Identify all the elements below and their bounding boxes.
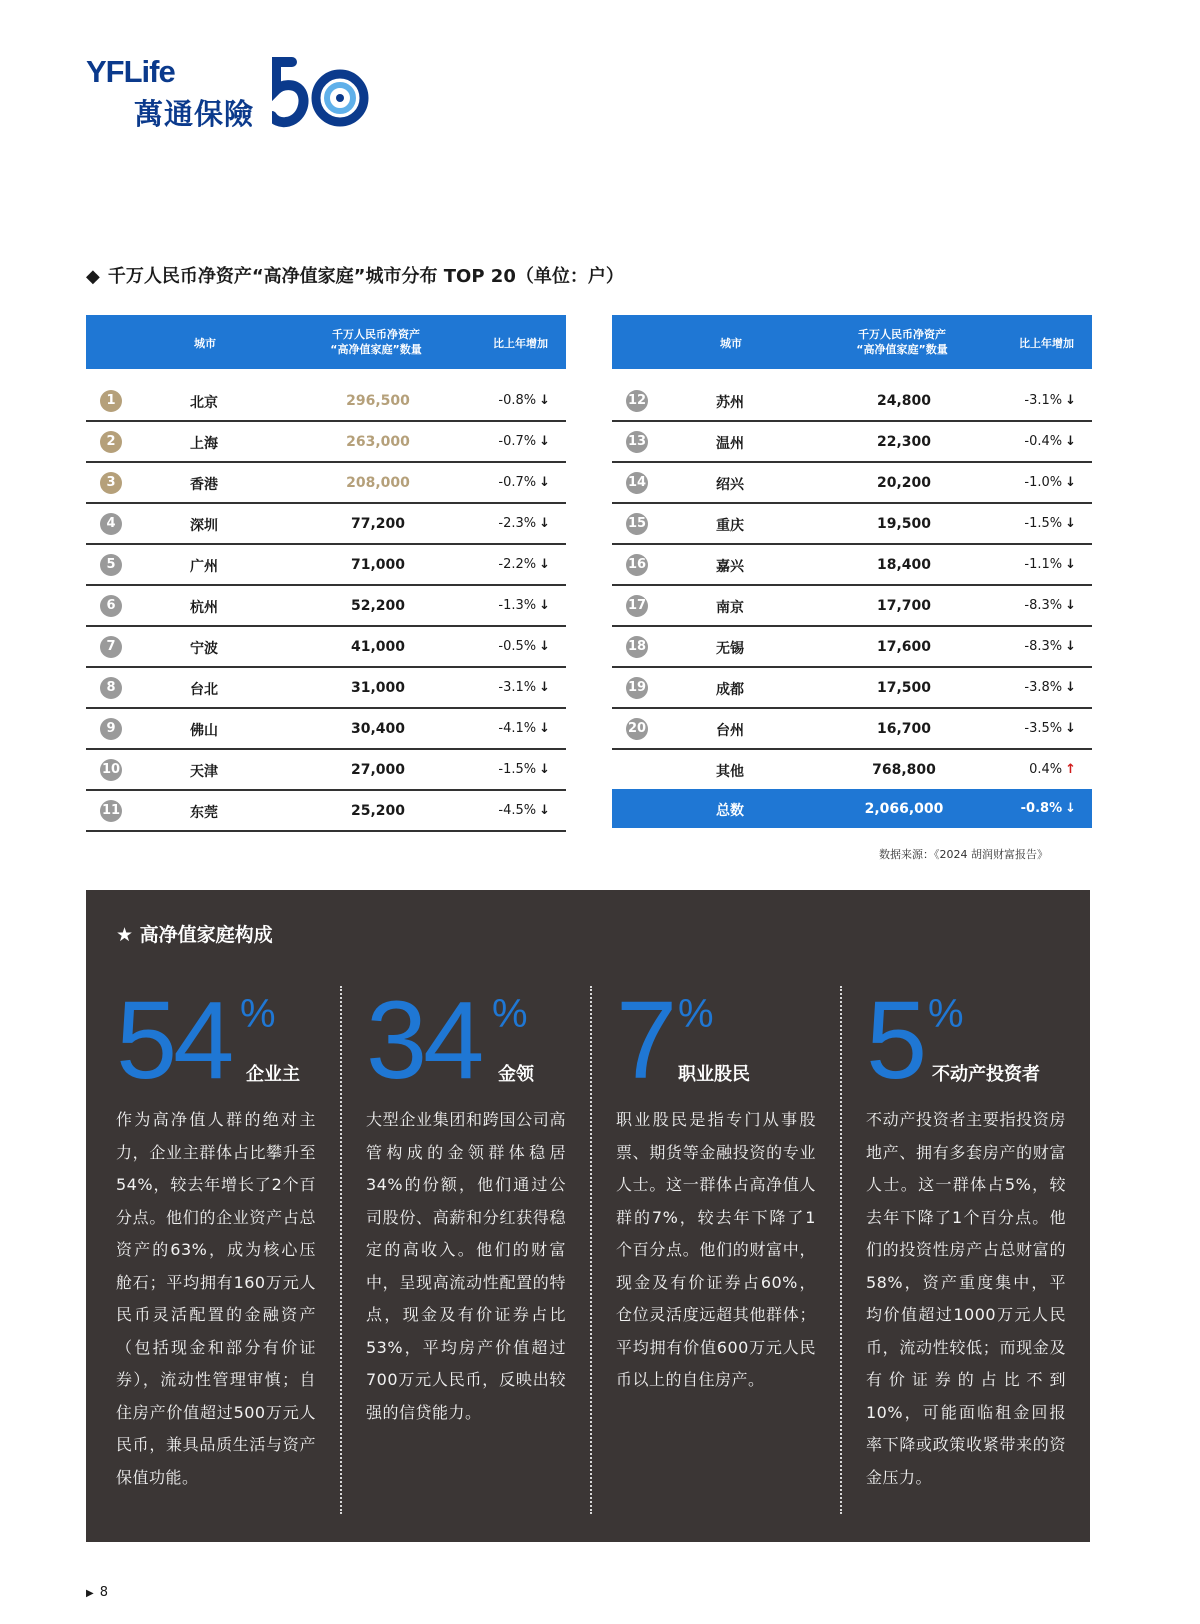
household-count: 263,000	[346, 434, 410, 450]
table-row	[612, 709, 1092, 750]
household-count: 16,700	[876, 721, 932, 737]
city-name: 上海	[190, 436, 218, 452]
header-count	[832, 327, 972, 357]
city-name: 天津	[190, 764, 218, 780]
stat-description: 不动产投资者主要指投资房地产、拥有多套房产的财富人士。这一群体占5%，较去年下降了1个百分点。他们的投资性房产占总财富的58%，资产重度集中，平均价值超过1000万元人民币，流动性较低；而现金及有价证券的占比不到10%，可能面临租金回报率下降或政策收紧带来的资金压力。	[866, 1110, 1066, 1487]
yoy-change	[1024, 680, 1076, 695]
city-name: 广州	[190, 559, 218, 575]
change-value: -0.8%	[1020, 801, 1063, 816]
rank-badge: 19	[626, 677, 648, 699]
page-number-text: 8	[99, 1585, 108, 1600]
arrow-down-icon: ↓	[1065, 475, 1076, 490]
household-count: 768,800	[872, 762, 936, 778]
header-change: 比上年增加	[493, 337, 548, 350]
header-city: 城市	[194, 337, 216, 350]
table-row	[612, 668, 1092, 709]
yoy-change	[498, 557, 550, 572]
yoy-change	[1029, 762, 1076, 777]
change-value: -8.3%	[1024, 639, 1063, 654]
yoy-change	[498, 393, 550, 408]
composition-panel	[86, 890, 1090, 1542]
household-count: 2,066,000	[864, 801, 944, 817]
table-row	[86, 791, 566, 832]
city-name: 绍兴	[716, 477, 744, 493]
city-name: 台州	[716, 723, 744, 739]
household-count: 20,200	[876, 475, 932, 491]
yoy-change	[1024, 557, 1076, 572]
city-table-left	[86, 315, 566, 832]
yoy-change	[1024, 475, 1076, 490]
city-name: 嘉兴	[716, 559, 744, 575]
table-row	[86, 422, 566, 463]
table-row	[86, 586, 566, 627]
yoy-change	[498, 803, 550, 818]
rank-badge: 18	[626, 636, 648, 658]
arrow-down-icon: ↓	[1065, 721, 1076, 736]
logo-latin: YFLife	[86, 54, 175, 89]
household-count: 77,200	[350, 516, 406, 532]
change-value: -1.5%	[1024, 516, 1063, 531]
yoy-change	[498, 762, 550, 777]
header-count-line1: 千万人民币净资产	[332, 328, 420, 341]
rank-badge: 5	[100, 554, 122, 576]
arrow-down-icon: ↓	[539, 393, 550, 408]
rank-badge: 8	[100, 677, 122, 699]
stat-label: 不动产投资者	[932, 1064, 1040, 1085]
city-name: 佛山	[190, 723, 218, 739]
change-value: -0.4%	[1024, 434, 1063, 449]
arrow-down-icon: ↓	[539, 680, 550, 695]
rank-badge: 11	[100, 800, 122, 822]
city-name: 东莞	[190, 805, 218, 821]
yoy-change	[1024, 434, 1076, 449]
yoy-change	[1024, 721, 1076, 736]
table-row	[86, 709, 566, 750]
header-count-line1: 千万人民币净资产	[858, 328, 946, 341]
yoy-change	[498, 598, 550, 613]
arrow-down-icon: ↓	[1065, 680, 1076, 695]
diamond-bullet-icon: ◆	[86, 266, 100, 287]
rank-badge: 12	[626, 390, 648, 412]
arrow-down-icon: ↓	[539, 598, 550, 613]
header-city: 城市	[720, 337, 742, 350]
arrow-down-icon: ↓	[1065, 393, 1076, 408]
stat-number: 5	[866, 979, 924, 1102]
change-value: -1.3%	[498, 598, 537, 613]
rank-badge: 16	[626, 554, 648, 576]
rank-badge: 15	[626, 513, 648, 535]
yoy-change	[1021, 801, 1076, 816]
change-value: -3.5%	[1024, 721, 1063, 736]
household-count: 296,500	[346, 393, 410, 409]
household-count: 27,000	[350, 762, 406, 778]
arrow-down-icon: ↓	[539, 475, 550, 490]
page-marker-icon: ▶	[86, 1588, 94, 1599]
stat-description: 大型企业集团和跨国公司高管构成的金领群体稳居34%的份额，他们通过公司股份、高薪和分红获得稳定的高收入。他们的财富中，呈现高流动性配置的特点，现金及有价证券占比53%，平均房产价值超过700万元人民币，反映出较强的信贷能力。	[366, 1110, 566, 1422]
yoy-change	[1024, 393, 1076, 408]
table-row	[612, 381, 1092, 422]
household-count: 25,200	[350, 803, 406, 819]
city-name: 其他	[716, 764, 744, 780]
arrow-down-icon: ↓	[1065, 557, 1076, 572]
table-row	[612, 586, 1092, 627]
city-name: 苏州	[716, 395, 744, 411]
data-source: 数据来源：《2024 胡润财富报告》	[879, 848, 1048, 861]
yoy-change	[498, 721, 550, 736]
column-divider	[590, 986, 592, 1514]
table-header	[612, 315, 1092, 369]
stat-description: 职业股民是指专门从事股票、期货等金融投资的专业人士。这一群体占高净值人群的7%，较去年下降了1个百分点。他们的财富中，现金及有价证券占60%，仓位灵活度远超其他群体；平均拥有价值600万元人民币以上的自住房产。	[616, 1110, 816, 1389]
stat-label: 企业主	[246, 1064, 300, 1085]
household-count: 24,800	[876, 393, 932, 409]
table-row	[86, 668, 566, 709]
city-name: 成都	[716, 682, 744, 698]
total-row	[612, 789, 1092, 828]
city-name: 南京	[716, 600, 744, 616]
change-value: -1.1%	[1024, 557, 1063, 572]
table-row	[612, 627, 1092, 668]
arrow-down-icon: ↓	[539, 516, 550, 531]
arrow-down-icon: ↓	[1065, 639, 1076, 654]
city-name: 宁波	[190, 641, 218, 657]
page-number	[86, 1585, 108, 1600]
rank-badge: 10	[100, 759, 122, 781]
change-value: -4.1%	[498, 721, 537, 736]
section-title	[86, 262, 624, 288]
household-count: 18,400	[876, 557, 932, 573]
column-divider	[340, 986, 342, 1514]
change-value: -1.0%	[1024, 475, 1063, 490]
change-value: -2.3%	[498, 516, 537, 531]
stat-label: 职业股民	[678, 1064, 750, 1085]
arrow-down-icon: ↓	[539, 557, 550, 572]
household-count: 208,000	[346, 475, 410, 491]
header-count-line2: “高净值家庭”数量	[330, 343, 422, 356]
other-row	[612, 750, 1092, 789]
rank-badge: 20	[626, 718, 648, 740]
panel-title: ★ 高净值家庭构成	[116, 924, 273, 946]
percent-sign: %	[240, 992, 276, 1036]
household-count: 30,400	[350, 721, 406, 737]
change-value: -0.7%	[498, 475, 537, 490]
table-header	[86, 315, 566, 369]
yoy-change	[1024, 598, 1076, 613]
rank-badge: 2	[100, 431, 122, 453]
yoy-change	[1024, 639, 1076, 654]
rank-badge: 1	[100, 390, 122, 412]
table-row	[86, 463, 566, 504]
change-value: -3.1%	[498, 680, 537, 695]
header-change: 比上年增加	[1019, 337, 1074, 350]
table-row	[86, 627, 566, 668]
table-row	[86, 381, 566, 422]
household-count: 17,600	[876, 639, 932, 655]
household-count: 17,700	[876, 598, 932, 614]
stat-number: 54	[116, 979, 231, 1102]
arrow-up-icon: ↑	[1065, 762, 1076, 777]
change-value: -3.1%	[1024, 393, 1063, 408]
table-row	[612, 504, 1092, 545]
city-name: 总数	[716, 803, 744, 819]
change-value: -4.5%	[498, 803, 537, 818]
change-value: -0.7%	[498, 434, 537, 449]
city-name: 温州	[716, 436, 744, 452]
city-name: 重庆	[716, 518, 744, 534]
rank-badge: 9	[100, 718, 122, 740]
city-name: 香港	[190, 477, 218, 493]
arrow-down-icon: ↓	[1065, 516, 1076, 531]
table-row	[86, 504, 566, 545]
rank-badge: 17	[626, 595, 648, 617]
anniversary-50-logo-icon	[272, 56, 372, 130]
change-value: -3.8%	[1024, 680, 1063, 695]
percent-sign: %	[678, 992, 714, 1036]
household-count: 71,000	[350, 557, 406, 573]
yoy-change	[498, 516, 550, 531]
logo-chinese: 萬通保險	[134, 97, 255, 131]
stat-number: 7	[616, 979, 674, 1102]
rank-badge: 6	[100, 595, 122, 617]
city-name: 无锡	[716, 641, 744, 657]
percent-sign: %	[928, 992, 964, 1036]
city-table-right	[612, 315, 1092, 828]
stat-label: 金领	[498, 1064, 534, 1085]
yoy-change	[498, 475, 550, 490]
header-count	[306, 327, 446, 357]
city-name: 杭州	[190, 600, 218, 616]
header-count-line2: “高净值家庭”数量	[856, 343, 948, 356]
stat-number: 34	[366, 979, 481, 1102]
city-name: 台北	[190, 682, 218, 698]
yoy-change	[1024, 516, 1076, 531]
household-count: 52,200	[350, 598, 406, 614]
household-count: 19,500	[876, 516, 932, 532]
column-divider	[840, 986, 842, 1514]
household-count: 31,000	[350, 680, 406, 696]
yoy-change	[498, 434, 550, 449]
yoy-change	[498, 639, 550, 654]
stat-description: 作为高净值人群的绝对主力，企业主群体占比攀升至54%，较去年增长了2个百分点。他们的企业资产占总资产的63%，成为核心压舱石；平均拥有160万元人民币灵活配置的金融资产（包括现金和部分有价证券），流动性管理审慎；自住房产价值超过500万元人民币，兼具品质生活与资产保值功能。	[116, 1110, 316, 1487]
change-value: -1.5%	[498, 762, 537, 777]
arrow-down-icon: ↓	[539, 762, 550, 777]
table-row	[612, 545, 1092, 586]
table-row	[86, 545, 566, 586]
rank-badge: 3	[100, 472, 122, 494]
table-row	[612, 422, 1092, 463]
arrow-down-icon: ↓	[1065, 434, 1076, 449]
arrow-down-icon: ↓	[539, 721, 550, 736]
change-value: -0.5%	[498, 639, 537, 654]
rank-badge: 4	[100, 513, 122, 535]
percent-sign: %	[492, 992, 528, 1036]
city-name: 深圳	[190, 518, 218, 534]
household-count: 17,500	[876, 680, 932, 696]
table-row	[86, 750, 566, 791]
arrow-down-icon: ↓	[1065, 598, 1076, 613]
city-name: 北京	[190, 395, 218, 411]
rank-badge: 7	[100, 636, 122, 658]
company-logo	[86, 50, 376, 130]
change-value: -2.2%	[498, 557, 537, 572]
arrow-down-icon: ↓	[539, 803, 550, 818]
arrow-down-icon: ↓	[539, 434, 550, 449]
change-value: 0.4%	[1029, 762, 1063, 777]
rank-badge: 13	[626, 431, 648, 453]
rank-badge: 14	[626, 472, 648, 494]
table-row	[612, 463, 1092, 504]
yoy-change	[498, 680, 550, 695]
household-count: 41,000	[350, 639, 406, 655]
change-value: -0.8%	[498, 393, 537, 408]
section-title-text: 千万人民币净资产“高净值家庭”城市分布 TOP 20（单位：户）	[107, 266, 624, 287]
household-count: 22,300	[876, 434, 932, 450]
arrow-down-icon: ↓	[1065, 801, 1076, 816]
change-value: -8.3%	[1024, 598, 1063, 613]
arrow-down-icon: ↓	[539, 639, 550, 654]
